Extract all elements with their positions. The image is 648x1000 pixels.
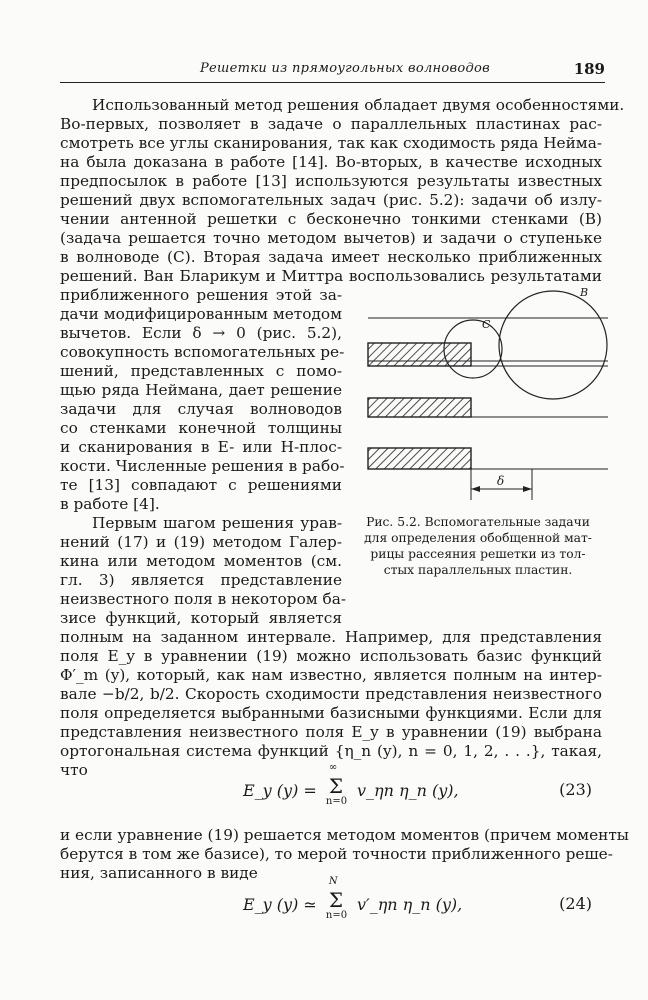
summation-symbol	[325, 762, 348, 807]
text-line: что	[60, 761, 88, 779]
equation-number: (24)	[559, 894, 592, 913]
text-line: на была доказана в работе [14]. Во-вторых, в качестве исходных	[60, 153, 602, 171]
text-line: полным на заданном интервале. Например, для представления	[60, 628, 602, 646]
equation-lhs: E_y (y) ≃	[243, 895, 317, 914]
text-line: совокупность вспомогательных ре-	[60, 343, 345, 361]
text-line: берутся в том же базисе), то мерой точности приближенного реше-	[60, 845, 613, 863]
sum-upper-limit: N	[328, 876, 338, 887]
caption-line: стых параллельных пластин.	[383, 563, 573, 577]
page-header	[60, 58, 605, 83]
caption-line: Рис. 5.2. Вспомогательные задачи	[366, 515, 590, 529]
text-line: в работе [4].	[60, 495, 160, 513]
text-line: Φ′_m (y), который, как нам известно, является полным на интер-	[60, 666, 602, 684]
text-line: и сканирования в E- или H-плос-	[60, 438, 342, 456]
equation-24	[60, 876, 602, 934]
text-line: вале −b/2, b/2. Скорость сходимости представления неизвестного	[60, 685, 602, 703]
text-line: шений, представленных с помо-	[60, 362, 342, 380]
text-line: смотреть все углы сканирования, так как сходимость ряда Нейма-	[60, 134, 602, 152]
sigma-icon: Σ	[328, 774, 344, 798]
equation-rhs: v′_ηn η_n (y),	[357, 895, 463, 914]
text-line: предпосылок в работе [13] используются результаты известных	[60, 172, 602, 190]
text-line: поля определяется выбранными базисными функциями. Если для	[60, 704, 602, 722]
caption-line: рицы рассеяния решетки из тол-	[370, 547, 586, 561]
sum-lower-limit: n=0	[325, 910, 348, 921]
text-line: те [13] совпадают с решениями	[60, 476, 342, 494]
text-line: в волноводе (C). Вторая задача имеет несколько приближенных	[60, 248, 602, 266]
figure-diagram	[350, 282, 608, 512]
text-line: зисе функций, который является	[60, 609, 342, 627]
circle-b	[499, 291, 607, 399]
text-line: щью ряда Неймана, дает решение	[60, 381, 342, 399]
text-line: ортогональная система функций {η_n (y), n = 0, 1, 2, . . .}, такая,	[60, 742, 602, 760]
text-line: кина или методом моментов (см.	[60, 552, 342, 570]
text-line: неизвестного поля в некотором ба-	[60, 590, 347, 608]
sum-lower-limit: n=0	[325, 796, 348, 807]
text-line: приближенного решения этой за-	[60, 286, 342, 304]
running-title: Решетки из прямоугольных волноводов	[200, 61, 491, 76]
arrow-left-icon	[471, 486, 480, 492]
hatched-plate	[368, 448, 471, 469]
hatched-plate	[368, 343, 471, 366]
equation-rhs: v_ηn η_n (y),	[357, 781, 459, 800]
caption-line: для определения обобщенной мат-	[364, 531, 592, 545]
text-line: чении антенной решетки с бесконечно тонкими стенками (B)	[60, 210, 602, 228]
sum-upper-limit: ∞	[328, 762, 338, 773]
text-line: ния, записанного в виде	[60, 864, 258, 882]
equation-lhs: E_y (y) =	[243, 781, 317, 800]
equation-23	[60, 762, 602, 820]
text-line: кости. Численные решения в рабо-	[60, 457, 345, 475]
text-line: решений двух вспомогательных задач (рис. 5.2): задачи об излу-	[60, 191, 602, 209]
text-line: Использованный метод решения обладает двумя особенностями.	[92, 96, 625, 114]
page-number: 189	[573, 60, 605, 78]
text-line: Первым шагом решения урав-	[92, 514, 342, 532]
text-line: и если уравнение (19) решается методом моментов (причем моменты	[60, 826, 629, 844]
label-delta: δ	[497, 474, 505, 488]
text-line: нений (17) и (19) методом Галер-	[60, 533, 342, 551]
sigma-icon: Σ	[328, 888, 344, 912]
label-c: C	[482, 318, 491, 331]
hatched-plate	[368, 398, 471, 417]
equation-number: (23)	[559, 780, 592, 799]
text-line: со стенками конечной толщины	[60, 419, 342, 437]
text-line: (задача решается точно методом вычетов) и задачи о ступеньке	[60, 229, 602, 247]
arrow-right-icon	[523, 486, 532, 492]
figure-caption	[358, 514, 598, 578]
summation-symbol	[325, 876, 348, 921]
text-line: гл. 3) является представление	[60, 571, 342, 589]
text-line: задачи для случая волноводов	[60, 400, 342, 418]
label-b: B	[580, 286, 589, 299]
text-line: Во-первых, позволяет в задаче о параллельных пластинах рас-	[60, 115, 602, 133]
text-line: решений. Ван Бларикум и Миттра воспользовались результатами	[60, 267, 602, 285]
text-line: представления неизвестного поля E_y в уравнении (19) выбрана	[60, 723, 602, 741]
text-line: поля E_y в уравнении (19) можно использовать базис функций	[60, 647, 602, 665]
figure-5-2	[350, 282, 608, 512]
text-line: дачи модифицированным методом	[60, 305, 342, 323]
text-line: вычетов. Если δ → 0 (рис. 5.2),	[60, 324, 342, 342]
